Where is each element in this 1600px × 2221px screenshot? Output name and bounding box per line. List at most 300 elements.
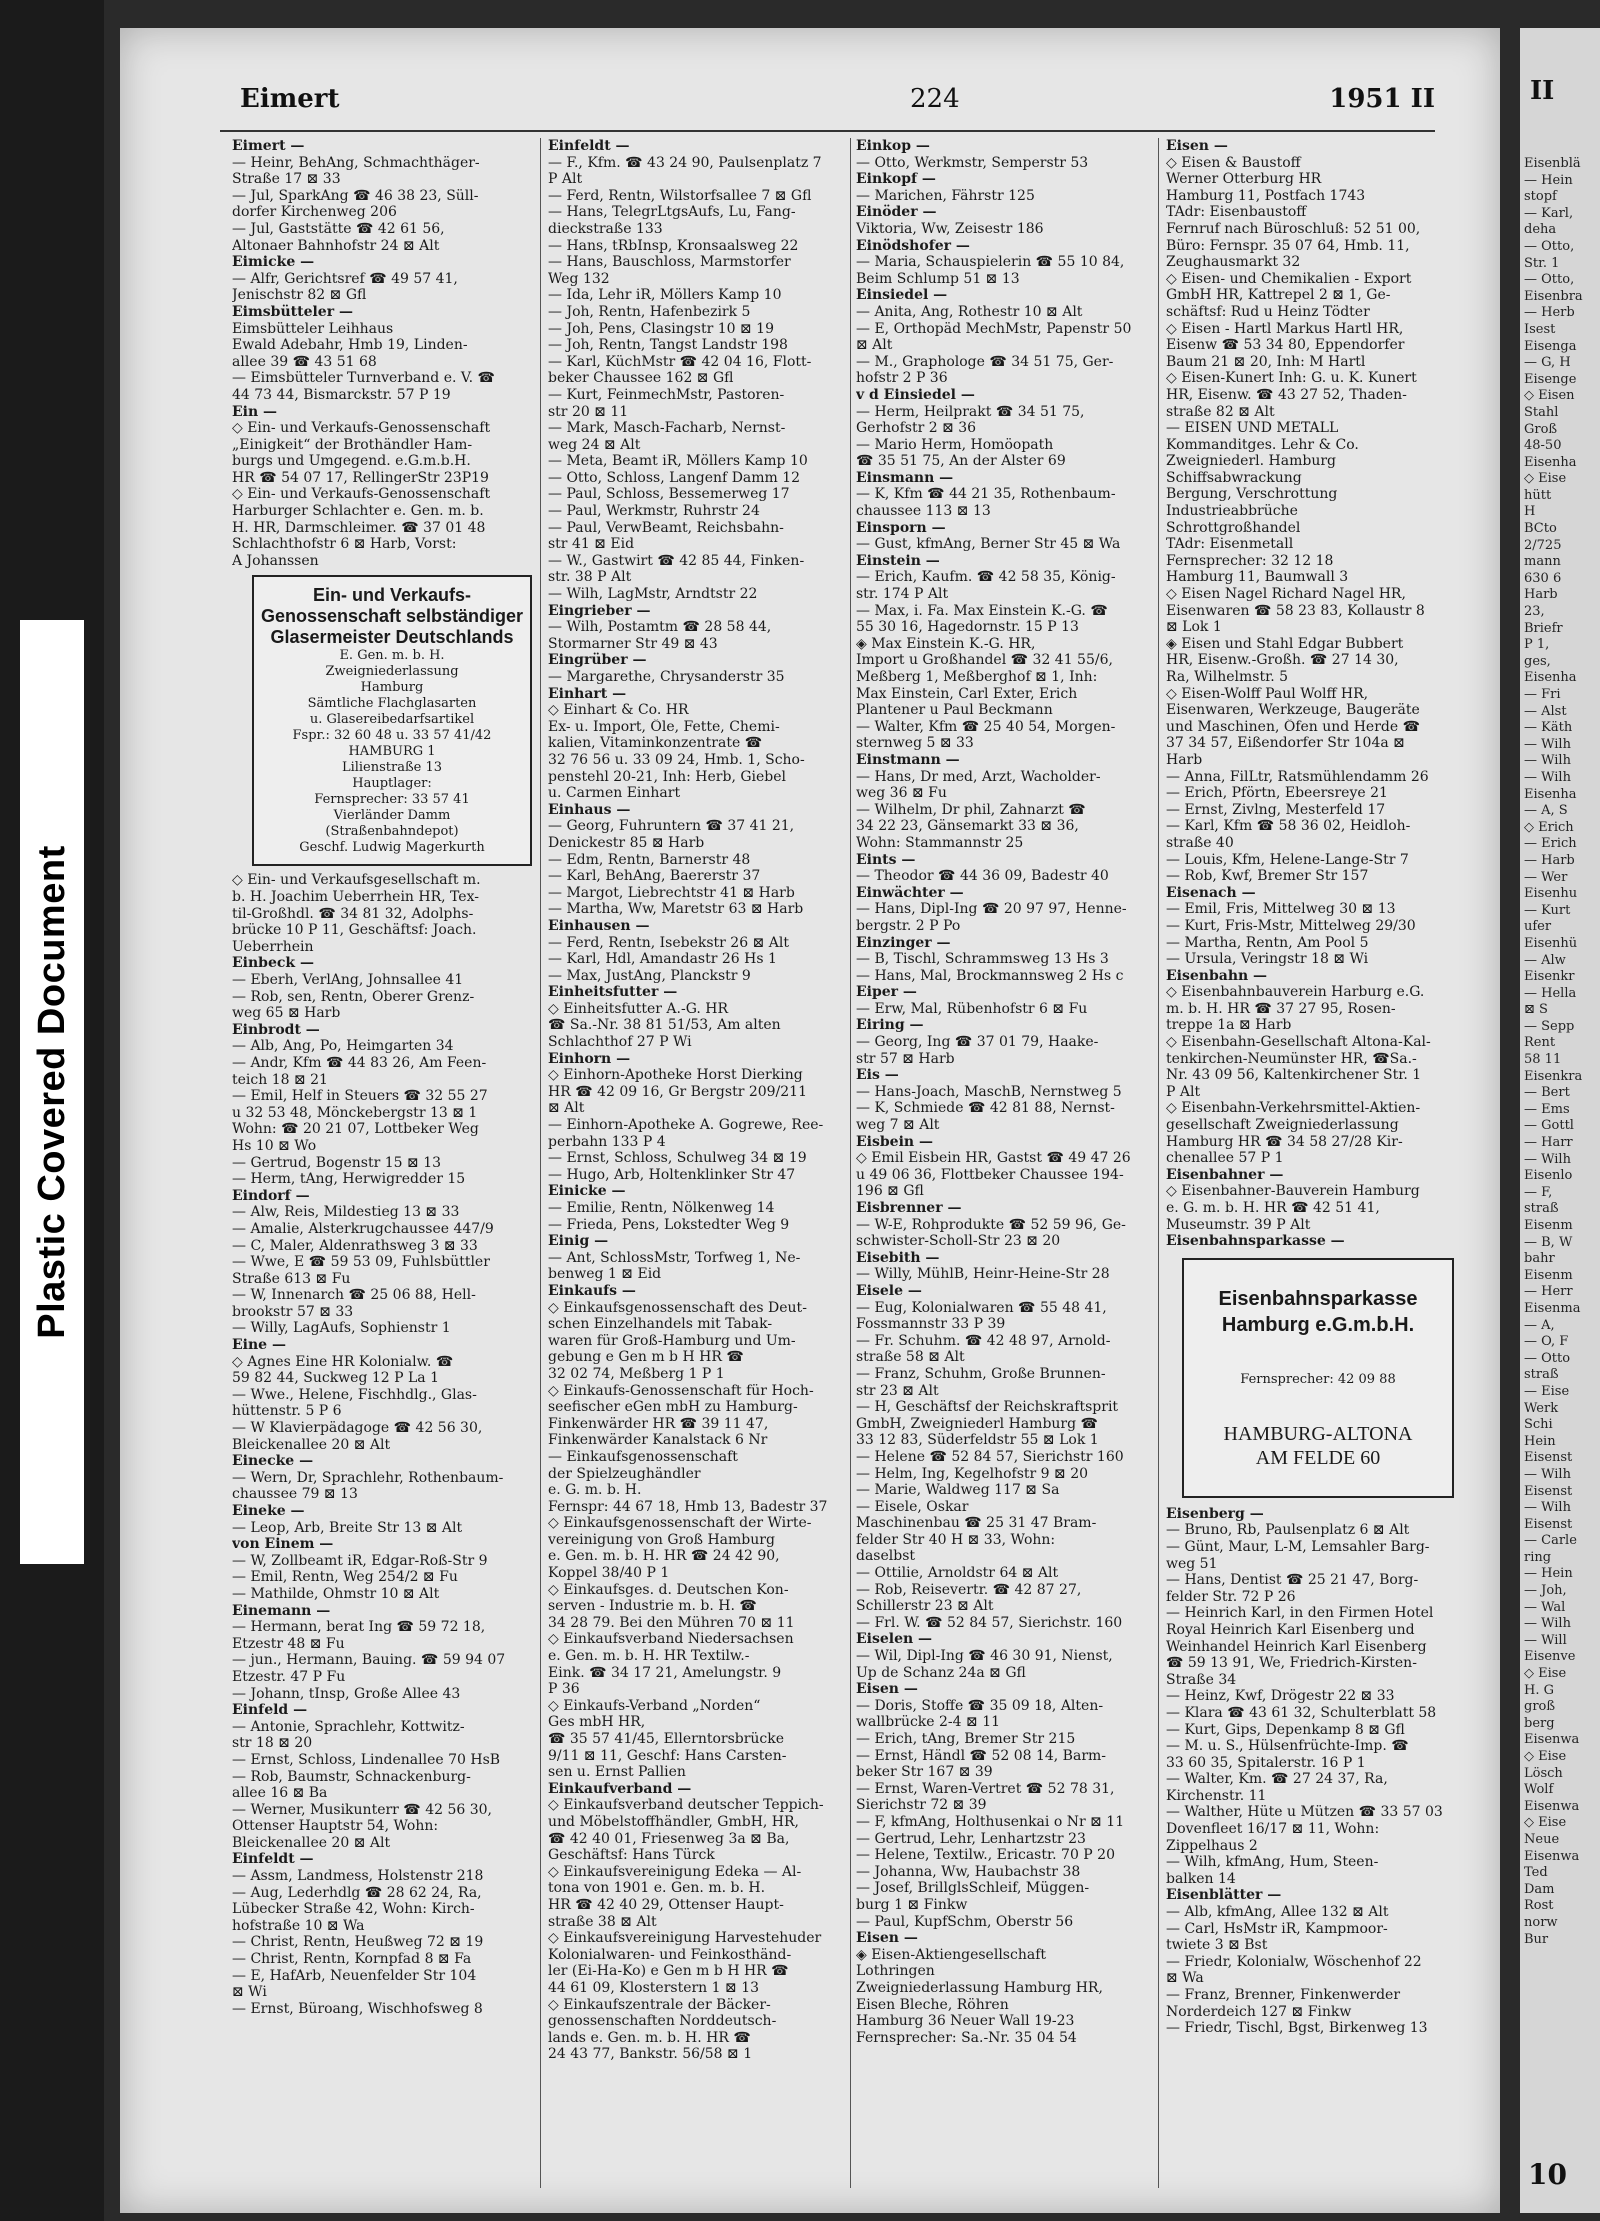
ad-line: Vierländer Damm	[333, 808, 451, 824]
adjacent-page-line: ⊠ S	[1524, 1002, 1548, 1018]
directory-entry: ◇ Ein- und Verkaufs-Genossenschaft	[232, 486, 491, 503]
directory-entry: — Margarethe, Chrysanderstr 35	[548, 669, 785, 685]
directory-entry: Eints —	[856, 851, 916, 868]
directory-entry: str 57 ⊠ Harb	[856, 1050, 955, 1067]
directory-entry: str 23 ⊠ Alt	[856, 1382, 939, 1399]
directory-entry: — Wilh, Postamtm ☎ 28 58 44,	[548, 619, 772, 636]
directory-entry: ◇ Eisen- und Chemikalien - Export	[1166, 270, 1412, 287]
directory-entry: teich 18 ⊠ 21	[232, 1071, 328, 1088]
directory-entry: — Wwe., Helene, Fischhdlg., Glas-	[232, 1386, 477, 1403]
ad-street: AM FELDE 60	[1255, 1446, 1381, 1469]
adjacent-page-line: — Wilh	[1524, 769, 1571, 785]
directory-entry: Eimsbütteler Leihhaus	[232, 320, 394, 337]
ad-line: Fernsprecher: 33 57 41	[314, 792, 470, 808]
directory-entry: Ewald Adebahr, Hmb 19, Linden-	[232, 337, 468, 354]
directory-entry: schäftsf: Rud u Heinz Tödter	[1166, 303, 1370, 320]
directory-entry: ⊠ Wa	[1166, 1970, 1204, 1987]
directory-entry: — Hans-Joach, MaschB, Nernstweg 5	[856, 1083, 1122, 1100]
directory-entry: — Walther, Hüte u Mützen ☎ 33 57 03	[1166, 1804, 1443, 1821]
adjacent-page-line: 23,	[1524, 604, 1545, 620]
directory-entry: Zeughausmarkt 32	[1166, 254, 1301, 271]
header-right: 1951 II	[1329, 84, 1435, 114]
adjacent-page-line: mann	[1524, 554, 1561, 570]
directory-entry: ◇ Einkaufsgenossenschaft des Deut-	[548, 1299, 807, 1316]
directory-entry: str 18 ⊠ 20	[232, 1735, 313, 1752]
directory-entry: e. G. m. b. H.	[548, 1482, 642, 1499]
directory-entry: 9/11 ⊠ 11, Geschf: Hans Carsten-	[548, 1747, 787, 1764]
side-label: Plastic Covered Document	[20, 620, 84, 1564]
directory-entry: kalien, Vitaminkonzentrate ☎	[548, 735, 763, 752]
ad-line: Geschf. Ludwig Magerkurth	[299, 840, 485, 856]
directory-entry: Ra, Wilhelmstr. 5	[1166, 669, 1289, 685]
adjacent-page-line: — Wilh	[1524, 1500, 1571, 1516]
directory-entry: — jun., Hermann, Bauing. ☎ 59 94 07	[232, 1652, 506, 1669]
directory-entry: P Alt	[548, 171, 583, 188]
adjacent-page-line: Eisenge	[1524, 371, 1577, 387]
adjacent-page-line: — Carle	[1524, 1533, 1577, 1549]
directory-entry: — C, Maler, Aldenrathsweg 3 ⊠ 33	[232, 1237, 478, 1254]
directory-entry: straße 58 ⊠ Alt	[856, 1349, 965, 1366]
directory-entry: straße 82 ⊠ Alt	[1166, 403, 1275, 420]
adjacent-page-line: ufer	[1524, 919, 1552, 935]
directory-entry: Etzestr 48 ⊠ Fu	[232, 1635, 345, 1652]
directory-entry: ◇ Einhart & Co. HR	[548, 702, 689, 719]
directory-entry: Eisen —	[856, 1681, 918, 1698]
directory-entry: — Willy, LagAufs, Sophienstr 1	[232, 1320, 451, 1337]
directory-entry: Eisenwaren ☎ 58 23 83, Kollaustr 8	[1166, 602, 1425, 619]
ad-line: Sämtliche Flachglasarten	[307, 696, 477, 712]
directory-entry: Meßberg 1, Meßberghof ⊠ 1, Inh:	[856, 669, 1098, 685]
directory-entry: ler (Ei-Ha-Ko) e Gen m b H HR ☎	[548, 1963, 789, 1980]
directory-entry: — Gertrud, Bogenstr 15 ⊠ 13	[232, 1154, 442, 1171]
directory-entry: e. Gen. m. b. H. HR ☎ 24 42 90,	[548, 1548, 780, 1565]
advertisement-glaser	[252, 575, 532, 866]
adjacent-page-line: Eisenwa	[1524, 1848, 1580, 1864]
adjacent-page-line: Werk	[1524, 1400, 1559, 1416]
directory-entry: ◇ Ein- und Verkaufsgesellschaft m.	[232, 872, 481, 889]
directory-entry: TAdr: Eisenbaustoff	[1166, 204, 1307, 221]
ad-line: HAMBURG 1	[348, 744, 436, 760]
directory-entry: ◇ Einkaufs-Verband „Norden“	[548, 1697, 761, 1714]
adjacent-page-line: Eisenst	[1524, 1483, 1573, 1499]
directory-entry: Plantener u Paul Beckmann	[856, 702, 1053, 719]
adjacent-page-line: — Fri	[1524, 687, 1561, 702]
directory-entry: Ueberrhein	[232, 938, 314, 955]
adjacent-page-line: Eisenlo	[1524, 1168, 1573, 1184]
directory-entry: Einfeld —	[232, 1702, 308, 1719]
directory-entry: — Assm, Landmess, Holstenstr 218	[232, 1868, 484, 1885]
adjacent-page-line: BCto	[1524, 521, 1557, 537]
directory-entry: 34 22 23, Gänsemarkt 33 ⊠ 36,	[856, 818, 1079, 835]
adjacent-page-line: — Bert	[1524, 1085, 1570, 1101]
directory-entry: ◇ Eisen & Baustoff	[1166, 154, 1301, 171]
adjacent-page-line: Lösch	[1524, 1765, 1563, 1781]
directory-entry: — Joh, Rentn, Hafenbezirk 5	[548, 303, 751, 320]
directory-entry: tona von 1901 e. Gen. m. b. H.	[548, 1880, 766, 1897]
directory-entry: Gerhofstr 2 ⊠ 36	[856, 420, 977, 437]
directory-entry: ◈ Max Einstein K.-G. HR,	[856, 635, 1036, 652]
directory-entry: Museumstr. 39 P Alt	[1166, 1216, 1311, 1233]
directory-entry: — Ernst, Schloss, Schulweg 34 ⊠ 19	[548, 1150, 807, 1167]
directory-entry: m. b. H. HR ☎ 37 27 95, Rosen-	[1166, 1000, 1396, 1017]
adjacent-page-line: Eisenblä	[1524, 156, 1581, 171]
directory-entry: — Rob, Kwf, Bremer Str 157	[1166, 868, 1369, 885]
directory-entry: — Anna, FilLtr, Ratsmühlendamm 26	[1166, 768, 1429, 785]
directory-entry: Hamburg HR ☎ 34 58 27/28 Kir-	[1166, 1133, 1403, 1150]
adjacent-page-line: — Herr	[1524, 1284, 1573, 1300]
directory-entry: — Jul, Gaststätte ☎ 42 61 56,	[232, 220, 445, 237]
directory-entry: ◇ Eisen-Wolff Paul Wolff HR,	[1166, 685, 1369, 702]
directory-entry: Fernruf nach Büroschluß: 52 51 00,	[1166, 220, 1421, 237]
directory-entry: b. H. Joachim Ueberrhein HR, Tex-	[232, 889, 479, 906]
directory-entry: Einkop —	[856, 138, 930, 154]
directory-entry: Eiring —	[856, 1017, 924, 1034]
directory-entry: Hs 10 ⊠ Wo	[232, 1137, 317, 1154]
directory-entry: HR ☎ 54 07 17, RellingerStr 23P19	[232, 469, 489, 486]
directory-entry: — Helm, Ing, Kegelhofstr 9 ⊠ 20	[856, 1465, 1089, 1482]
directory-entry: u. Carmen Einhart	[548, 785, 681, 802]
directory-entry: Lothringen	[856, 1963, 935, 1980]
directory-entry: Eisbrenner —	[856, 1200, 962, 1216]
directory-entry: — Hugo, Arb, Holtenklinker Str 47	[548, 1166, 796, 1183]
directory-entry: 34 28 79. Bei den Mühren 70 ⊠ 11	[548, 1614, 795, 1631]
directory-entry: — Alw, Reis, Mildestieg 13 ⊠ 33	[232, 1204, 460, 1221]
adjacent-page-line: Eisenbra	[1524, 288, 1583, 304]
directory-entry: burg 1 ⊠ Finkw	[856, 1896, 968, 1913]
directory-entry: Einhaus —	[548, 801, 631, 818]
directory-entry: — Rob, Baumstr, Schnackenburg-	[232, 1768, 471, 1785]
directory-entry: Schillerstr 23 ⊠ Alt	[856, 1598, 994, 1615]
adjacent-page-line: Rent	[1524, 1035, 1556, 1051]
directory-entry: — Frieda, Pens, Lokstedter Weg 9	[548, 1216, 790, 1233]
directory-entry: chenallee 57 P 1	[1166, 1150, 1284, 1167]
advertisement-sparkasse	[1182, 1258, 1454, 1498]
directory-entry: vereinigung von Groß Hamburg	[548, 1531, 775, 1548]
directory-entry: ⊠ Alt	[548, 1100, 585, 1117]
directory-entry: serven - Industrie m. b. H. ☎	[548, 1598, 757, 1615]
directory-entry: HR ☎ 42 40 29, Ottenser Haupt-	[548, 1896, 784, 1913]
directory-entry: str 41 ⊠ Eid	[548, 536, 635, 553]
directory-entry: — E, Orthopäd MechMstr, Papenstr 50	[856, 320, 1132, 337]
directory-entry: der Spielzeughändler	[548, 1465, 701, 1482]
directory-entry: ☎ 59 13 91, We, Friedrich-Kirsten-	[1166, 1655, 1417, 1672]
directory-entry: Einwächter —	[856, 884, 964, 901]
adjacent-page-line: — Harb	[1524, 852, 1575, 868]
directory-entry: — Leop, Arb, Breite Str 13 ⊠ Alt	[232, 1519, 463, 1536]
directory-entry: — F, kfmAng, Holthusenkai o Nr ⊠ 11	[856, 1813, 1125, 1830]
directory-entry: 37 34 57, Eißendorfer Str 104a ⊠	[1166, 735, 1405, 752]
adjacent-page-line: — B, W	[1524, 1234, 1573, 1250]
adjacent-page-line: — Alw	[1524, 952, 1566, 968]
directory-entry: Einkopf —	[856, 171, 936, 188]
directory-entry: — K, Kfm ☎ 44 21 35, Rothenbaum-	[856, 486, 1116, 503]
directory-entry: 33 12 83, Süderfeldstr 55 ⊠ Lok 1	[856, 1432, 1099, 1449]
directory-entry: — Doris, Stoffe ☎ 35 09 18, Alten-	[856, 1697, 1104, 1714]
directory-entry: — Johann, tInsp, Große Allee 43	[232, 1685, 461, 1702]
directory-entry: tenkirchen-Neumünster HR, ☎Sa.-	[1166, 1050, 1417, 1067]
directory-entry: schen Einzelhandels mit Tabak-	[548, 1316, 773, 1333]
directory-entry: — Edm, Rentn, Barnerstr 48	[548, 851, 751, 868]
directory-entry: — Aug, Lederhdlg ☎ 28 62 24, Ra,	[232, 1884, 482, 1901]
directory-entry: — Christ, Rentn, Heußweg 72 ⊠ 19	[232, 1934, 484, 1951]
directory-page	[120, 28, 1500, 2213]
directory-entry: straße 40	[1166, 834, 1234, 851]
directory-entry: u 32 53 48, Mönckebergstr 13 ⊠ 1	[232, 1104, 478, 1121]
directory-entry: str. 174 P Alt	[856, 586, 949, 603]
directory-entry: Eisenwaren, Werkzeuge, Baugeräte	[1166, 702, 1420, 719]
column-divider	[1158, 138, 1159, 2188]
directory-entry: Finkenwärder HR ☎ 39 11 47,	[548, 1415, 769, 1432]
adjacent-page-line: Eisenst	[1524, 1516, 1573, 1532]
directory-entry: Altonaer Bahnhofstr 24 ⊠ Alt	[232, 237, 440, 254]
adjacent-page-line: 58 11	[1524, 1052, 1562, 1068]
directory-entry: Finkenwärder Kanalstack 6 Nr	[548, 1432, 768, 1449]
directory-entry: — Wwe, E ☎ 59 53 09, Fuhlsbüttler	[232, 1254, 490, 1271]
adjacent-page-line: ◇ Eise	[1524, 471, 1567, 487]
directory-entry: chaussee 113 ⊠ 13	[856, 503, 991, 520]
directory-entry: ◇ Einkaufsvereinigung Edeka — Al-	[548, 1863, 802, 1880]
adjacent-page-line: — Wilh	[1524, 1616, 1571, 1632]
directory-entry: felder Str 40 H ⊠ 33, Wohn:	[856, 1531, 1056, 1548]
directory-entry: bergstr. 2 P Po	[856, 917, 961, 934]
directory-entry: ☎ Sa.-Nr. 38 81 51/53, Am alten	[548, 1017, 781, 1034]
directory-entry: ☎ 35 57 41/45, Ellerntorsbrücke	[548, 1731, 785, 1747]
header-page-number: 224	[910, 84, 960, 114]
adjacent-page-line: 630 6	[1524, 570, 1562, 586]
adjacent-page-line: — Otto,	[1524, 238, 1575, 254]
directory-entry: Fernsprecher: 32 12 18	[1166, 552, 1334, 569]
directory-entry: Eisele —	[856, 1282, 922, 1299]
directory-entry: „Einigkeit“ der Brothändler Ham-	[232, 436, 473, 453]
directory-entry: waren für Groß-Hamburg und Um-	[548, 1332, 796, 1349]
adjacent-page-line: Eisenga	[1524, 338, 1577, 354]
adjacent-page-line: — Wilh	[1524, 753, 1571, 769]
adjacent-page-line: ◇ Eise	[1524, 1749, 1567, 1764]
adjacent-page-line: — Wal	[1524, 1599, 1566, 1615]
directory-entry: Einfeldt —	[232, 1851, 314, 1868]
adjacent-page-line: ◇ Erich	[1524, 819, 1574, 835]
directory-entry: — Wern, Dr, Sprachlehr, Rothenbaum-	[232, 1469, 504, 1486]
directory-entry: — Hermann, berat Ing ☎ 59 72 18,	[232, 1619, 486, 1636]
adjacent-page-line: Eisenve	[1524, 1649, 1576, 1665]
directory-entry: Einfeldt —	[548, 138, 630, 154]
directory-entry: — Otto, Werkmstr, Semperstr 53	[856, 154, 1089, 171]
directory-entry: Kirchenstr. 11	[1166, 1787, 1267, 1804]
directory-entry: felder Str. 72 P 26	[1166, 1588, 1296, 1605]
directory-entry: Sierichstr 72 ⊠ 39	[856, 1797, 987, 1814]
directory-entry: Fossmannstr 33 P 39	[856, 1316, 1006, 1333]
directory-entry: — Emil, Rentn, Weg 254/2 ⊠ Fu	[232, 1569, 458, 1586]
adjacent-page-line: — Wilh	[1524, 736, 1571, 752]
directory-entry: HR, Eisenw. ☎ 43 27 52, Thaden-	[1166, 386, 1407, 403]
adjacent-page-line: Isest	[1524, 321, 1556, 337]
directory-entry: hofstraße 10 ⊠ Wa	[232, 1917, 365, 1934]
directory-entry: Eink. ☎ 34 17 21, Amelungstr. 9	[548, 1664, 782, 1681]
adjacent-page-line: Eisenm	[1524, 1218, 1573, 1233]
directory-entry: Ex- u. Import, Öle, Fette, Chemi-	[548, 718, 780, 735]
directory-entry: ◇ Eisenbahner-Bauverein Hamburg	[1166, 1183, 1420, 1200]
directory-entry: benweg 1 ⊠ Eid	[548, 1266, 662, 1283]
adjacent-page-line: groß	[1524, 1699, 1556, 1715]
ad-line: u. Glasereibedarfsartikel	[309, 712, 475, 728]
ad-line: Hamburg	[360, 680, 424, 696]
directory-entry: — Rob, Reisevertr. ☎ 42 87 27,	[856, 1581, 1082, 1598]
directory-entry: straße 38 ⊠ Alt	[548, 1913, 657, 1930]
directory-entry: e. Gen. m. b. H. HR Textilw.-	[548, 1648, 750, 1665]
directory-entry: — Meta, Beamt iR, Möllers Kamp 10	[548, 453, 808, 470]
directory-entry: Stormarner Str 49 ⊠ 43	[548, 635, 718, 652]
directory-entry: schwister-Scholl-Str 23 ⊠ 20	[856, 1233, 1061, 1250]
adjacent-page-line: Eisenst	[1524, 1450, 1573, 1466]
directory-entry: — Margot, Liebrechtstr 41 ⊠ Harb	[548, 884, 795, 901]
directory-entry: Einhausen —	[548, 917, 650, 934]
directory-entry: — Georg, Fuhruntern ☎ 37 41 21,	[548, 818, 795, 835]
directory-entry: lands e. Gen. m. b. H. HR ☎	[548, 2029, 751, 2046]
directory-entry: 44 61 09, Klosterstern 1 ⊠ 13	[548, 1979, 760, 1996]
directory-entry: — B, Tischl, Schrammsweg 13 Hs 3	[856, 951, 1109, 968]
adjacent-page-line: — Wilh	[1524, 1151, 1571, 1167]
column-3-entries	[856, 138, 1156, 2046]
adjacent-page-line: — Hein	[1524, 172, 1573, 188]
directory-entry: Eineke —	[232, 1503, 305, 1519]
directory-entry: — Jul, SparkAng ☎ 46 38 23, Süll-	[232, 187, 479, 204]
directory-entry: Jenischstr 82 ⊠ Gfl	[232, 287, 367, 304]
directory-entry: ◇ Eisen - Hartl Markus Hartl HR,	[1166, 320, 1404, 337]
directory-entry: Weinhandel Heinrich Karl Eisenberg	[1166, 1638, 1427, 1655]
directory-entry: — Willy, MühlB, Heinr-Heine-Str 28	[856, 1266, 1110, 1283]
directory-entry: brücke 10 P 11, Geschäftsf: Joach.	[232, 922, 477, 939]
adjacent-page-number: 10	[1528, 2158, 1567, 2191]
directory-entry: — Marichen, Fährstr 125	[856, 187, 1035, 204]
directory-entry: — Gust, kfmAng, Berner Str 45 ⊠ Wa	[856, 536, 1121, 553]
directory-entry: — Herm, tAng, Herwigredder 15	[232, 1171, 466, 1188]
directory-entry: Kolonialwaren- und Feinkosthänd-	[548, 1946, 792, 1963]
directory-entry: von Einem —	[232, 1536, 334, 1553]
directory-entry: Harburger Schlachter e. Gen. m. b.	[232, 503, 484, 520]
adjacent-page-line: ◇ Eise	[1524, 1815, 1567, 1831]
directory-entry: Bergung, Verschrottung	[1166, 486, 1338, 503]
directory-entry: u 49 06 36, Flottbeker Chaussee 194-	[856, 1166, 1124, 1183]
directory-entry: Straße 613 ⊠ Fu	[232, 1270, 351, 1287]
directory-entry: Eimsbütteler —	[232, 303, 353, 320]
directory-entry: — Friedr, Kolonialw, Wöschenhof 22	[1166, 1953, 1422, 1970]
directory-entry: — Heinrich Karl, in den Firmen Hotel	[1166, 1605, 1434, 1622]
directory-entry: — Hans, Dipl-Ing ☎ 20 97 97, Henne-	[856, 901, 1127, 918]
ad-line: Zweigniederlassung	[325, 664, 459, 680]
directory-entry: — Franz, Schuhm, Große Brunnen-	[856, 1365, 1106, 1382]
directory-entry: Einheitsfutter —	[548, 984, 678, 1001]
directory-entry: — Antonie, Sprachlehr, Kottwitz-	[232, 1718, 465, 1735]
directory-entry: — Ferd, Rentn, Isebekstr 26 ⊠ Alt	[548, 934, 789, 951]
adjacent-page-line: — Kurt	[1524, 902, 1571, 918]
directory-entry: — Ottilie, Arnoldstr 64 ⊠ Alt	[856, 1565, 1059, 1582]
directory-entry: — Kurt, Fris-Mstr, Mittelweg 29/30	[1166, 917, 1416, 934]
directory-entry: Eisen Bleche, Röhren	[856, 1996, 1009, 2013]
directory-entry: ◇ Eisenbahn-Verkehrsmittel-Aktien-	[1166, 1100, 1421, 1117]
directory-entry: Viktoria, Ww, Zeisestr 186	[856, 220, 1044, 237]
directory-entry: Einicke —	[548, 1183, 626, 1200]
directory-entry: Dovenfleet 16/17 ⊠ 11, Wohn:	[1166, 1821, 1380, 1838]
ad-line: (Straßenbahndepot)	[325, 824, 459, 840]
directory-entry: — Ernst, Schloss, Lindenallee 70 HsB	[232, 1751, 501, 1768]
directory-entry: — Otto, Schloss, Langenf Damm 12	[548, 469, 801, 486]
directory-entry: Eimert —	[232, 138, 305, 154]
directory-entry: Eingrüber —	[548, 652, 647, 669]
directory-entry: — Louis, Kfm, Helene-Lange-Str 7	[1166, 851, 1409, 868]
adjacent-page-line: H	[1524, 504, 1536, 520]
directory-entry: 33 60 35, Spitalerstr. 16 P 1	[1166, 1754, 1366, 1771]
directory-entry: Einkaufs —	[548, 1282, 636, 1299]
directory-entry: Eiper —	[856, 984, 917, 1001]
directory-entry: Eis —	[856, 1067, 899, 1084]
directory-entry: Hamburg 11, Postfach 1743	[1166, 187, 1366, 204]
directory-entry: Zweigniederlassung Hamburg HR,	[856, 1979, 1103, 1996]
directory-entry: und Möbelstoffhändler, GmbH, HR,	[548, 1813, 800, 1830]
adjacent-page-line: — Harr	[1524, 1135, 1573, 1151]
directory-entry: — Heinr, BehAng, Schmachthäger-	[232, 154, 480, 171]
directory-entry: P 36	[548, 1681, 580, 1698]
directory-entry: — Martha, Rentn, Am Pool 5	[1166, 934, 1369, 951]
directory-entry: Hamburg 36 Neuer Wall 19-23	[856, 2013, 1075, 2030]
directory-entry: Nr. 43 09 56, Kaltenkirchener Str. 1	[1166, 1067, 1422, 1084]
directory-entry: Eindorf —	[232, 1187, 310, 1204]
directory-entry: — Günt, Maur, L-M, Lemsahler Barg-	[1166, 1538, 1430, 1555]
directory-entry: treppe 1a ⊠ Harb	[1166, 1017, 1292, 1034]
directory-entry: — Josef, BrillglsSchleif, Müggen-	[856, 1880, 1090, 1897]
directory-entry: Eisenbahnsparkasse —	[1166, 1233, 1345, 1250]
directory-entry: ◇ Agnes Eine HR Kolonialw. ☎	[232, 1353, 454, 1370]
adjacent-page-line: — Hein	[1524, 1566, 1573, 1582]
adjacent-page-line: Bur	[1524, 1931, 1549, 1947]
directory-entry: — Kurt, FeinmechMstr, Pastoren-	[548, 386, 785, 403]
adjacent-page-line: ◇ Eise	[1524, 1666, 1567, 1682]
directory-entry: beker Chaussee 162 ⊠ Gfl	[548, 370, 734, 387]
directory-entry: — Joh, Rentn, Tangst Landstr 198	[548, 337, 788, 354]
directory-entry: Eingrieber —	[548, 602, 651, 619]
adjacent-page-line: ring	[1524, 1549, 1552, 1565]
directory-entry: Zippelhaus 2	[1166, 1837, 1258, 1854]
directory-entry: — Alfr, Gerichtsref ☎ 49 57 41,	[232, 270, 458, 287]
directory-entry: ☎ 42 40 01, Friesenweg 3a ⊠ Ba,	[548, 1830, 790, 1847]
ad-city: HAMBURG-ALTONA	[1223, 1422, 1413, 1445]
page-header	[220, 70, 1435, 132]
directory-entry: 32 76 56 u. 33 09 24, Hmb. 1, Scho-	[548, 751, 805, 768]
adjacent-page-line: Eisenhu	[1524, 886, 1578, 902]
directory-entry: — Ida, Lehr iR, Möllers Kamp 10	[548, 287, 782, 304]
directory-entry: ◇ Eisenbahnbauverein Harburg e.G.	[1166, 984, 1425, 1001]
directory-entry: — Theodor ☎ 44 36 09, Badestr 40	[856, 868, 1109, 885]
directory-entry: 55 30 16, Hagedornstr. 15 P 13	[856, 619, 1079, 636]
directory-entry: e. G. m. b. H. HR ☎ 42 51 41,	[1166, 1200, 1380, 1216]
directory-entry: Eine —	[232, 1337, 286, 1354]
directory-entry: Einsporn —	[856, 519, 946, 536]
directory-entry: — Einhorn-Apotheke A. Gogrewe, Ree-	[548, 1117, 824, 1134]
adjacent-page-line: — Käth	[1524, 720, 1573, 736]
directory-entry: — Ant, SchlossMstr, Torfweg 1, Ne-	[548, 1249, 801, 1266]
directory-entry: Einsmann —	[856, 469, 954, 486]
directory-entry: ⊠ Lok 1	[1166, 619, 1222, 636]
directory-entry: allee 16 ⊠ Ba	[232, 1785, 328, 1802]
column-4	[1166, 138, 1466, 2037]
adjacent-page-line: straß	[1524, 1367, 1559, 1383]
directory-entry: — K, Schmiede ☎ 42 81 88, Nernst-	[856, 1100, 1115, 1117]
ad-line: Fspr.: 32 60 48 u. 33 57 41/42	[292, 728, 492, 744]
directory-entry: — Karl, Kfm ☎ 58 36 02, Heidloh-	[1166, 818, 1411, 835]
directory-entry: Denickestr 85 ⊠ Harb	[548, 834, 705, 851]
adjacent-page-line: ◇ Eisen	[1524, 388, 1575, 404]
adjacent-page-line: — G, H	[1524, 355, 1571, 371]
directory-entry: dieckstraße 133	[548, 220, 663, 237]
